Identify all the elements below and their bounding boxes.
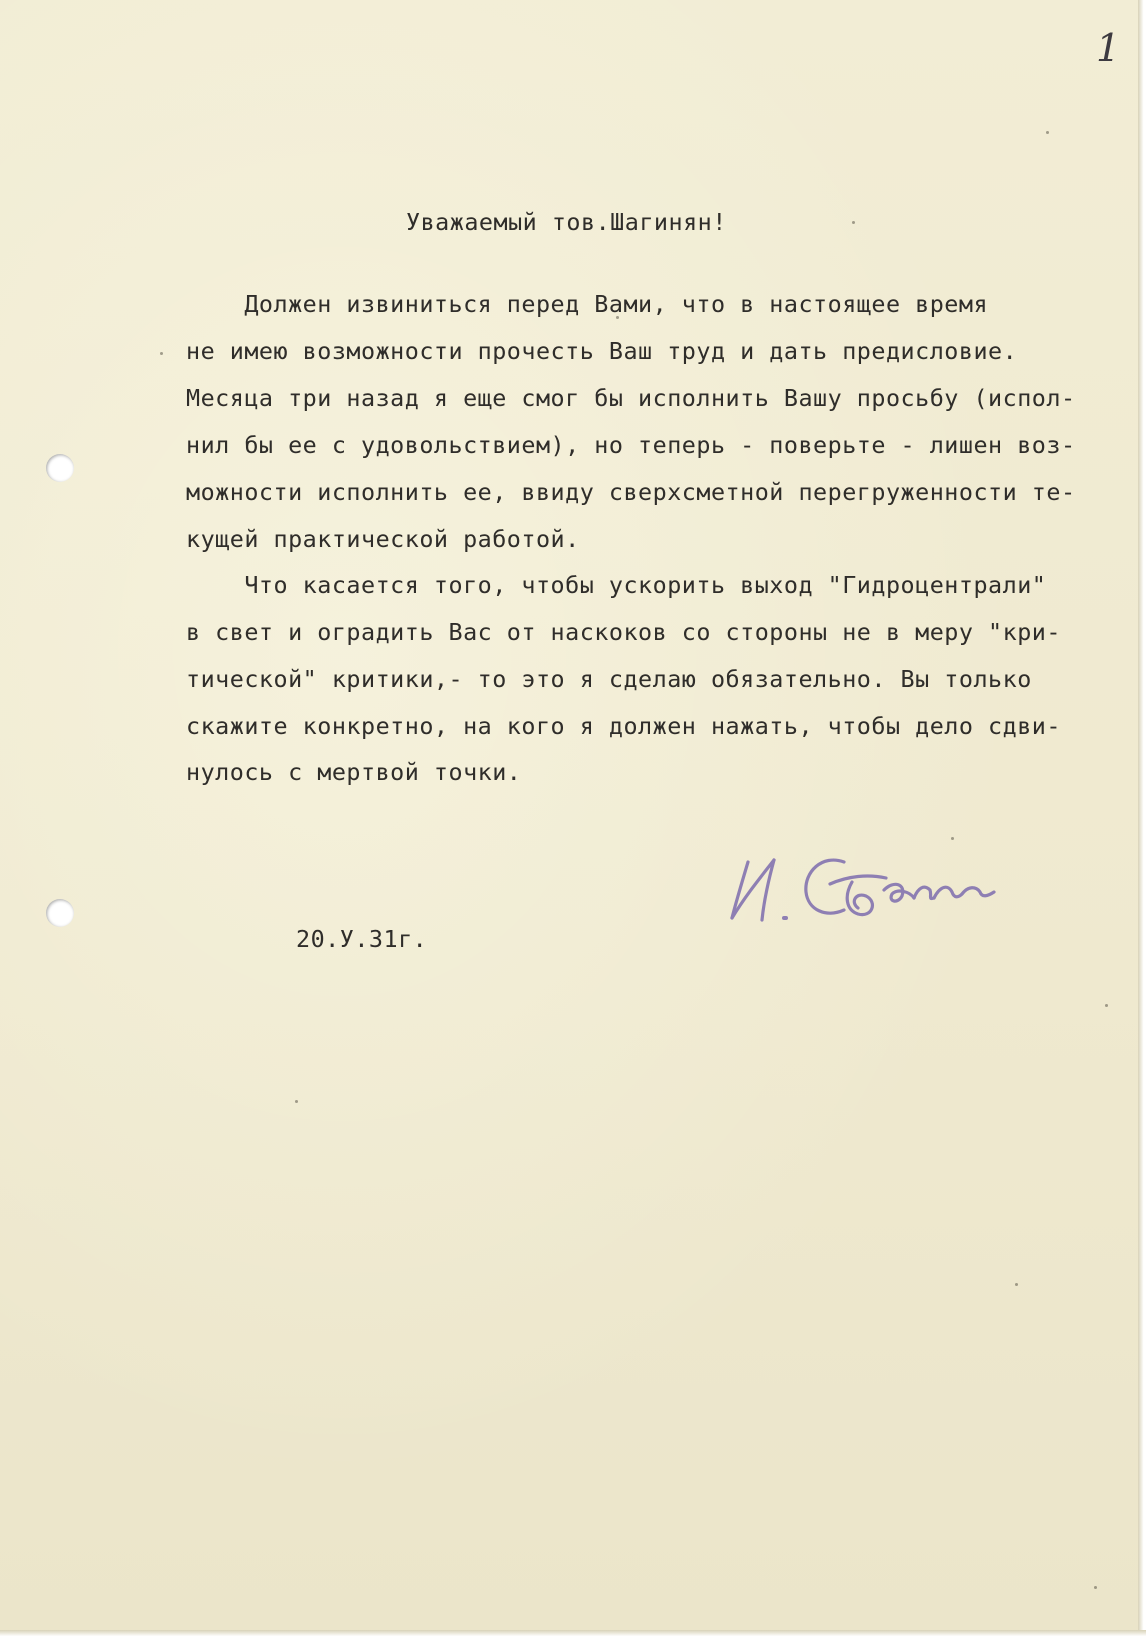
punch-hole-bottom <box>46 899 74 927</box>
paragraph-1-line: не имею возможности прочесть Ваш труд и дать предисловие. <box>186 337 1018 365</box>
paragraph-1-line: можности исполнить ее, ввиду сверхсметной перегруженности те- <box>186 478 1076 506</box>
paragraph-2-line: в свет и оградить Вас от наскоков со стороны не в меру "кри- <box>186 618 1061 646</box>
paragraph-2-line: нулось с мертвой точки. <box>186 758 522 786</box>
paragraph-1-line: нил бы ее с удовольствием), но теперь - поверьте - лишен воз- <box>186 431 1076 459</box>
scan-edge-right <box>1138 0 1146 1639</box>
paragraph-1-line: Месяца три назад я еще смог бы исполнить Вашу просьбу (испол- <box>186 384 1076 412</box>
paragraph-2-line: Что касается того, чтобы ускорить выход "Гидроцентрали" <box>186 571 1047 599</box>
scan-edge-bottom <box>0 1630 1146 1639</box>
paragraph-1-line: Должен извиниться перед Вами, что в настоящее время <box>186 290 989 318</box>
salutation: Уважаемый тов.Шагинян! <box>406 208 727 236</box>
date: 20.У.31г. <box>296 925 428 953</box>
paragraph-2-line: скажите конкретно, на кого я должен нажать, чтобы дело сдви- <box>186 712 1061 740</box>
punch-hole-top <box>46 454 74 482</box>
page-number: 1 <box>1096 26 1121 70</box>
paragraph-2-line: тической" критики,- то это я сделаю обязательно. Вы только <box>186 665 1032 693</box>
paragraph-1-line: кущей практической работой. <box>186 525 580 553</box>
handwritten-signature <box>726 840 1016 930</box>
